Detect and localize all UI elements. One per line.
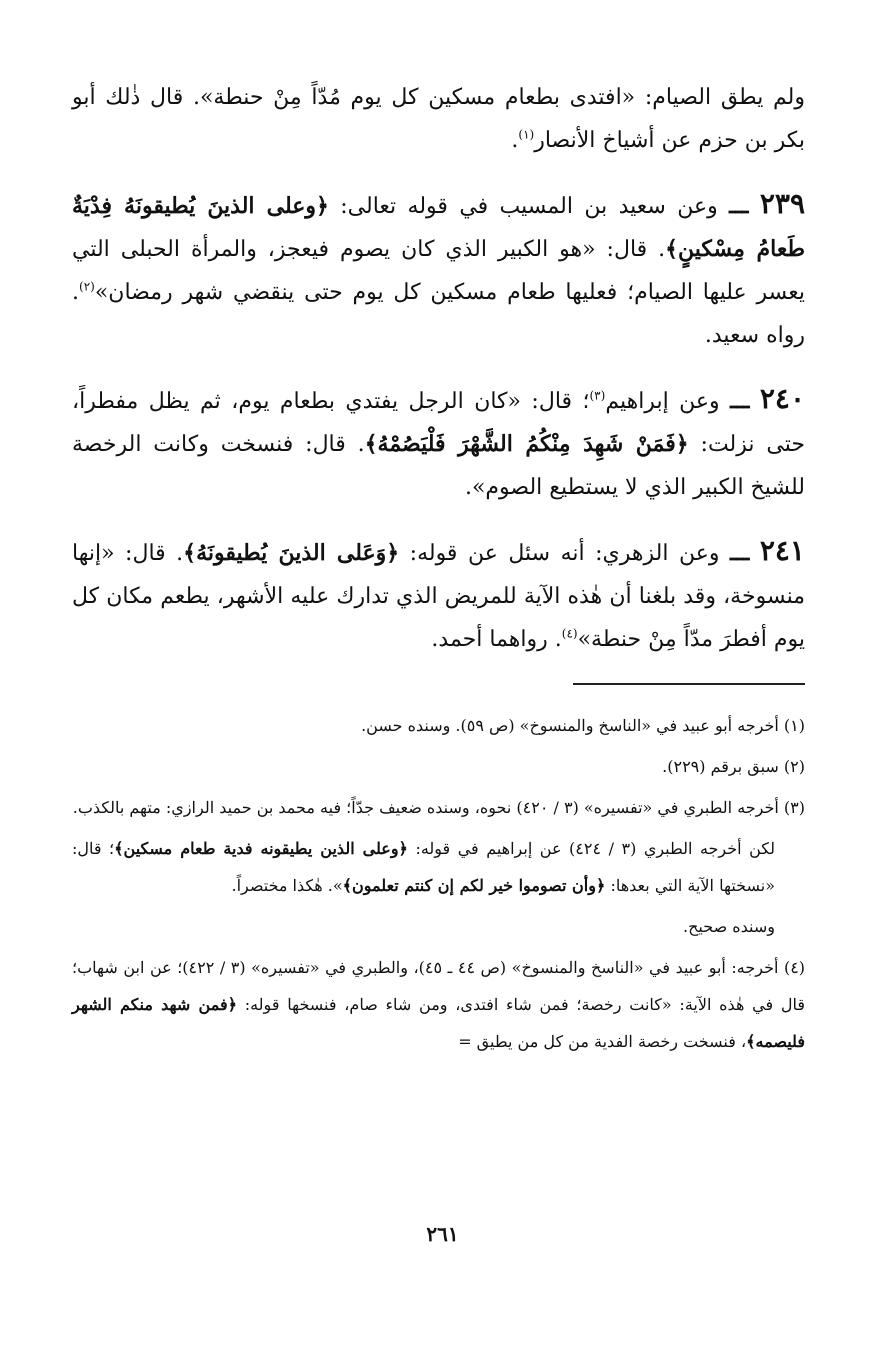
paragraph-text: ولم يطق الصيام: «افتدى بطعام مسكين كل يوم مُدّاً مِنْ حنطة». قال ذٰلك أبو بكر بن حزم عن أشياخ الأنصار [72, 85, 805, 153]
hadith-239 [72, 182, 805, 357]
footnote-text: ؛ قال: «نسختها الآية التي بعدها: [72, 839, 775, 895]
footnote-1: (١) أخرجه أبو عبيد في «الناسخ والمنسوخ» (ص ٥٩). وسنده حسن. [361, 716, 805, 735]
quran-quote: ﴿وأن تصوموا خير لكم إن كنتم تعلمون﴾ [342, 876, 606, 895]
hadith-text: وعن سعيد بن المسيب في قوله تعالى: [340, 194, 718, 219]
hadith-dash: ـــ [729, 540, 750, 566]
hadith-number: ٢٣٩ [759, 187, 805, 220]
hadith-241 [72, 529, 805, 661]
hadith-text: . رواه سعيد. [72, 280, 805, 348]
hadith-dash: ـــ [729, 193, 749, 219]
footnote-ref: (٢) [79, 279, 95, 294]
footnote-ref: (١) [518, 127, 535, 142]
footnote-3-grading: وسنده صحيح. [683, 917, 775, 936]
footnote-text: ، فنسخت رخصة الفدية من كل من يطيق = [458, 1032, 747, 1051]
hadith-dash: ـــ [730, 388, 750, 414]
footnote-ref: (٤) [561, 626, 578, 641]
hadith-text: . قال: «هو الكبير الذي كان يصوم فيعجز، والمرأة الحبلى التي يعسر عليها الصيام؛ فعليها طعام مسكين كل يوم حتى ينقضي شهر رمضان» [72, 237, 805, 305]
footnote-text: ». هٰكذا مختصراً. [231, 876, 343, 895]
hadith-text: وعن إبراهيم [605, 389, 720, 414]
quran-quote: ﴿وعلى الذين يطيقونه فدية طعام مسكين﴾ [114, 839, 408, 858]
hadith-text: . قال: «إنها منسوخة، وقد بلغنا أن هٰذه الآية للمريض الذي تدارك عليه الأشهر، يطعم مكان كل يوم أفطرَ مدّاً مِنْ حنطة» [72, 541, 805, 652]
hadith-text: . قال: فنسخت وكانت الرخصة للشيخ الكبير الذي لا يستطيع الصوم». [72, 432, 805, 500]
quran-quote: ﴿فمن شهد منكم الشهر فليصمه﴾ [72, 995, 805, 1051]
main-text [72, 76, 805, 661]
hadith-number: ٢٤١ [759, 534, 805, 567]
quran-quote: ﴿فَمَنْ شَهِدَ مِنْكُمُ الشَّهْرَ فَلْيَصُمْهُ﴾ [364, 431, 689, 457]
hadith-240 [72, 377, 805, 509]
footnote-4 [72, 949, 805, 1060]
quran-quote: ﴿وَعَلى الذينَ يُطيقونَهُ﴾ [183, 540, 400, 566]
paragraph-text: . [511, 128, 519, 153]
footnote-3: (٣) أخرجه الطبري في «تفسيره» (٣ / ٤٢٠) نحوه، وسنده ضعيف جدّاً؛ فيه محمد بن حميد الرازي: متهم بالكذب. [72, 798, 805, 817]
footnotes [72, 707, 805, 1060]
hadith-text: ؛ قال: «كان الرجل يفتدي بطعام يوم، ثم يظل مفطراً، حتى نزلت: [72, 389, 805, 457]
hadith-text: . رواهما أحمد. [431, 627, 562, 652]
footnote-3-continuation [72, 830, 805, 904]
page-number: ٢٦١ [426, 1222, 459, 1246]
hadith-text: وعن الزهري: أنه سئل عن قوله: [409, 541, 720, 566]
footnote-separator [573, 683, 805, 685]
footnote-text: (٤) أخرجه: أبو عبيد في «الناسخ والمنسوخ» (ص ٤٤ ـ ٤٥)، والطبري في «تفسيره» (٣ / ٤٢٢)؛ عن ابن شهاب؛ قال في هٰذه الآية: «كانت رخصة؛ فمن شاء افتدى، ومن شاء صام، فنسخها قوله: [72, 958, 806, 1014]
footnote-2: (٢) سبق برقم (٢٢٩). [662, 757, 805, 776]
quran-quote: ﴿وعلى الذينَ يُطيقونَهُ فِدْيَةٌ طَعامُ مِسْكينٍ﴾ [72, 193, 805, 262]
hadith-number: ٢٤٠ [759, 382, 805, 415]
paragraph-continuation [72, 76, 805, 162]
footnote-ref: (٣) [589, 388, 606, 403]
footnote-text: لكن أخرجه الطبري (٣ / ٤٢٤) عن إبراهيم في قوله: [415, 839, 776, 858]
